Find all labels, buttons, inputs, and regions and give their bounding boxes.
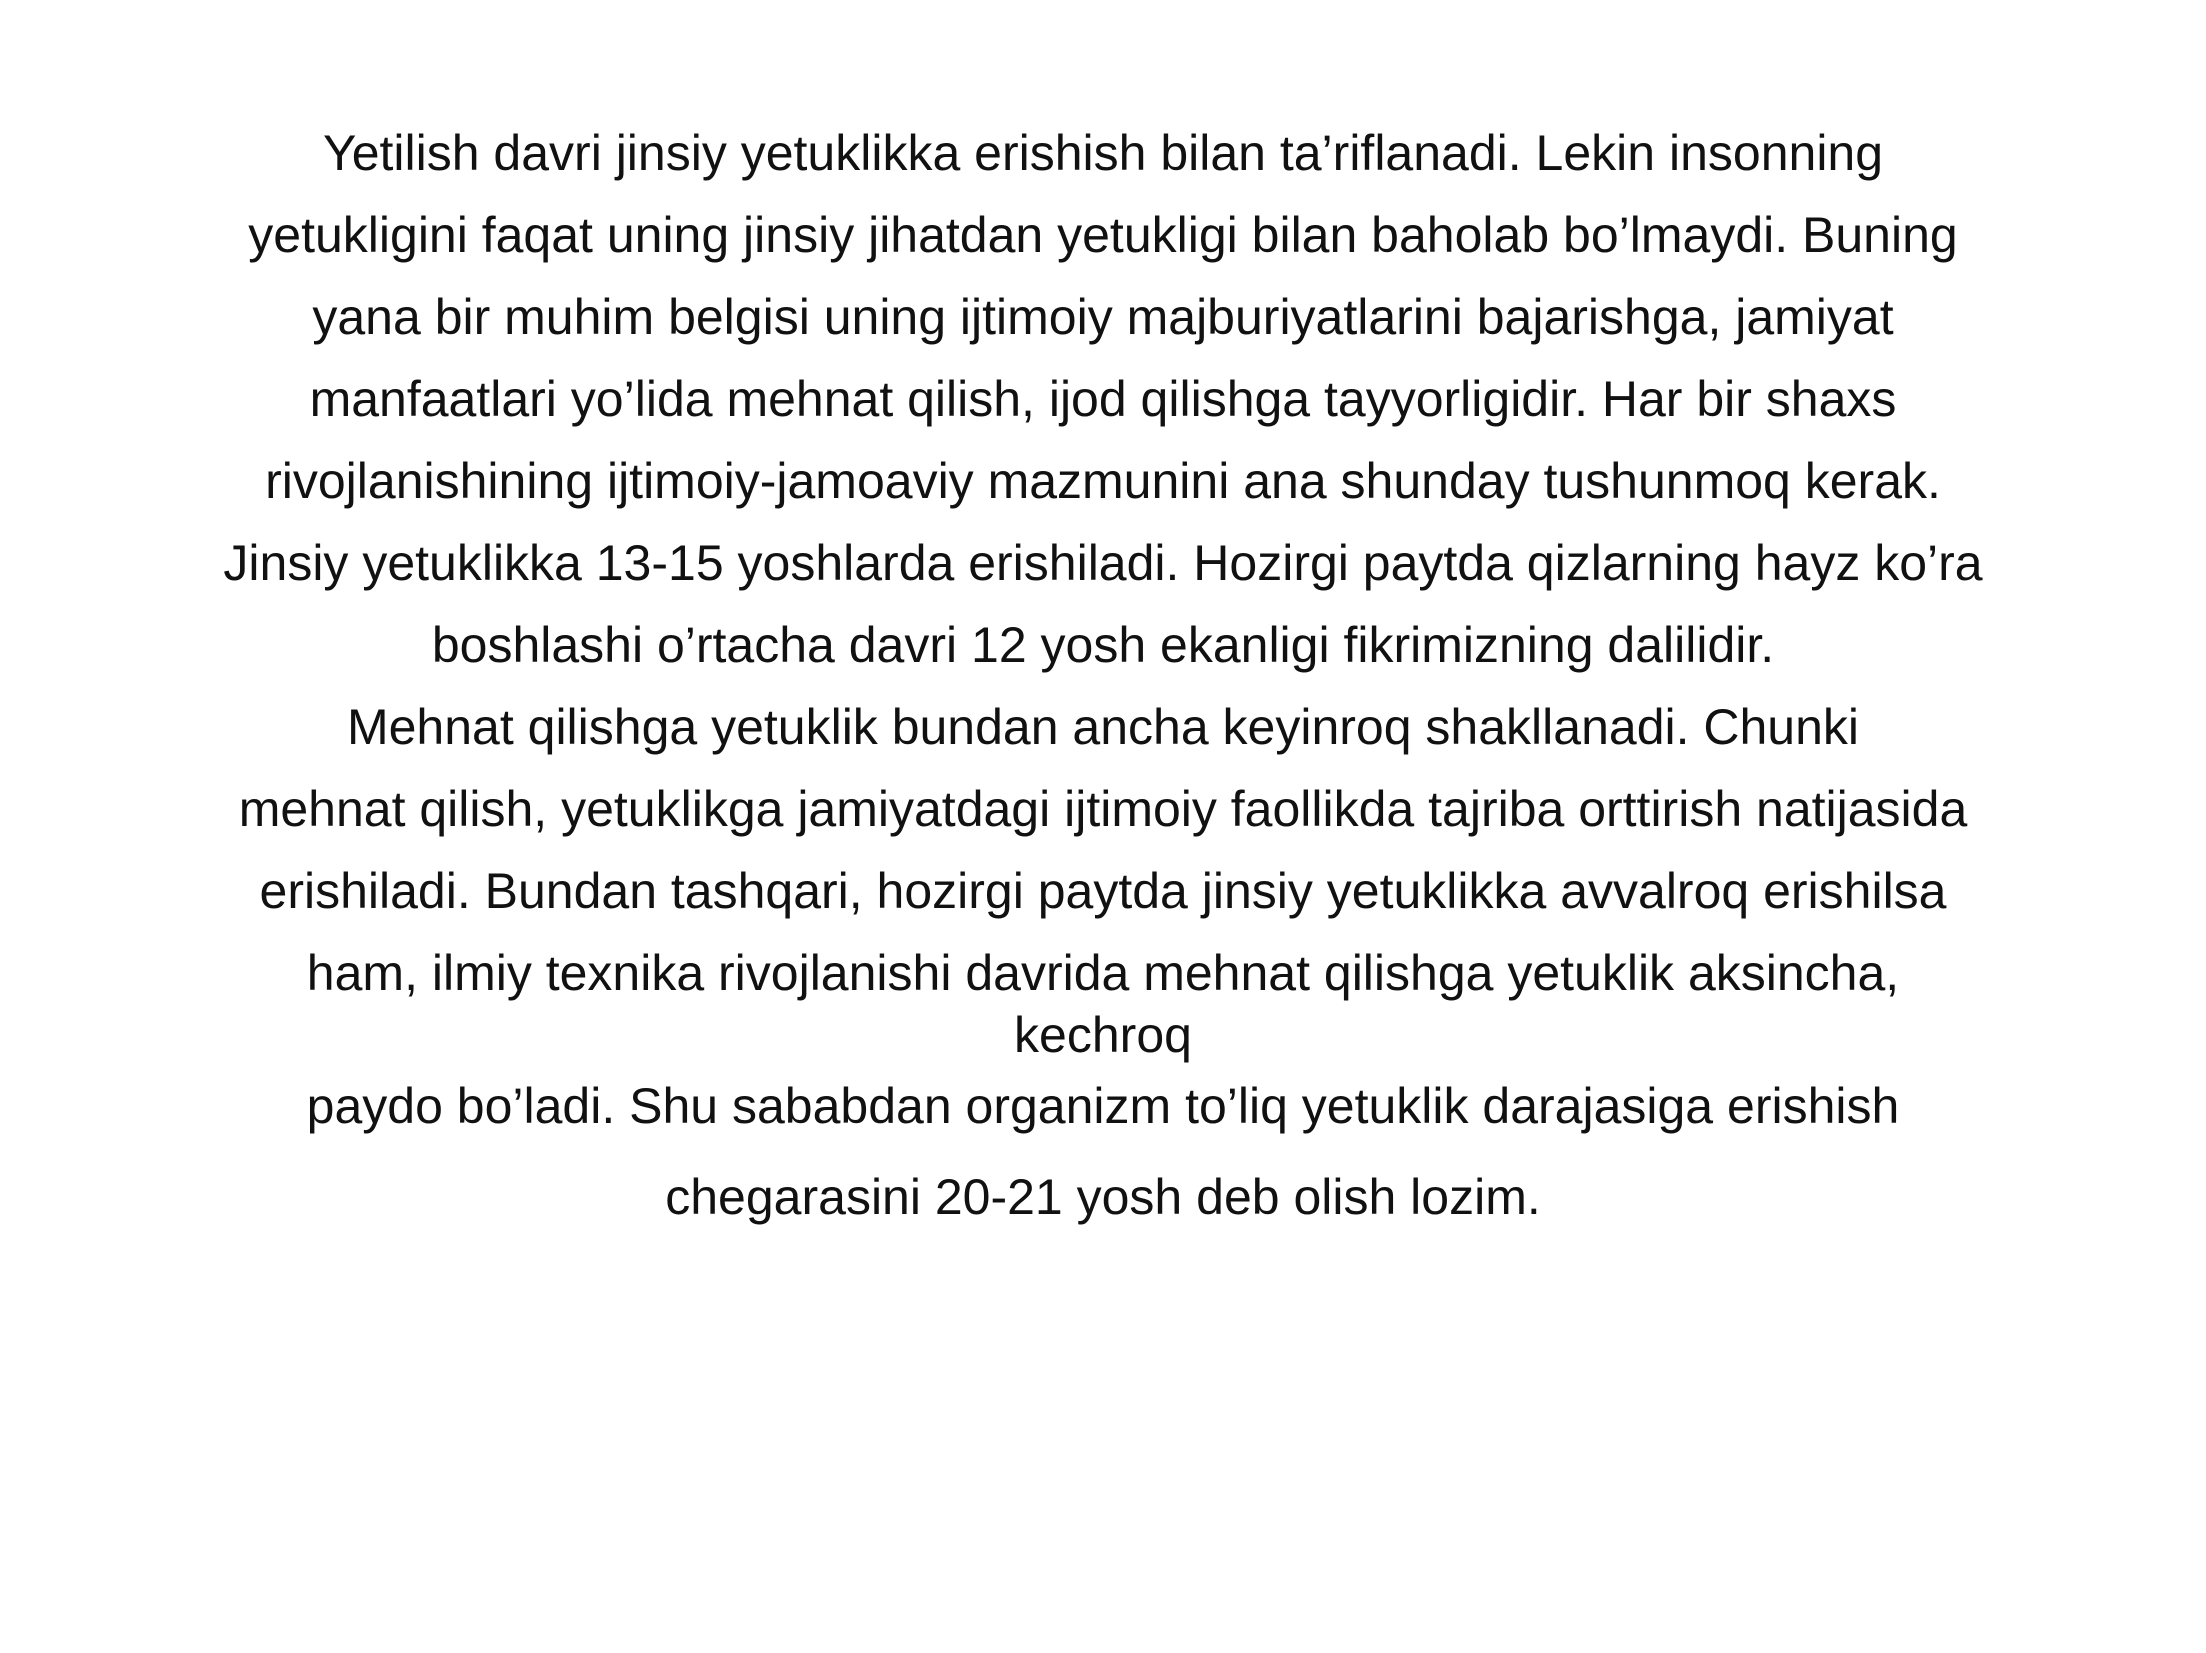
text-line-11: ham, ilmiy texnika rivojlanishi davrida mehnat qilishga yetuklik aksincha, [306,945,1900,1001]
text-line-13: paydo bo’ladi. Shu sababdan organizm to’liq yetuklik darajasiga erishish [306,1078,1900,1134]
text-line-2: yetukligini faqat uning jinsiy jihatdan yetukligi bilan baholab bo’lmaydi. Buning [248,207,1958,263]
text-line-6: Jinsiy yetuklikka 13-15 yoshlarda erishiladi. Hozirgi paytda qizlarning hayz ko’ra [223,535,1983,591]
text-line-10: erishiladi. Bundan tashqari, hozirgi paytda jinsiy yetuklikka avvalroq erishilsa [259,863,1947,919]
text-line-14: chegarasini 20-21 yosh deb olish lozim. [665,1169,1541,1225]
text-line-4: manfaatlari yo’lida mehnat qilish, ijod qilishga tayyorligidir. Har bir shaxs [309,371,1897,427]
text-line-1: Yetilish davri jinsiy yetuklikka erishish bilan ta’riflanadi. Lekin insonning [322,125,1884,181]
text-line-8: Mehnat qilishga yetuklik bundan ancha keyinroq shakllanadi. Chunki [346,699,1860,755]
body-text [100,112,2106,1238]
text-line-7: boshlashi o’rtacha davri 12 yosh ekanligi fikrimizning dalilidir. [431,617,1775,673]
text-line-9: mehnat qilish, yetuklikga jamiyatdagi ijtimoiy faollikda tajriba orttirish natijasida [238,781,1968,837]
text-line-12: kechroq [1014,1007,1192,1063]
text-line-5: rivojlanishining ijtimoiy-jamoaviy mazmunini ana shunday tushunmoq kerak. [265,453,1941,509]
text-line-3: yana bir muhim belgisi uning ijtimoiy majburiyatlarini bajarishga, jamiyat [312,289,1894,345]
